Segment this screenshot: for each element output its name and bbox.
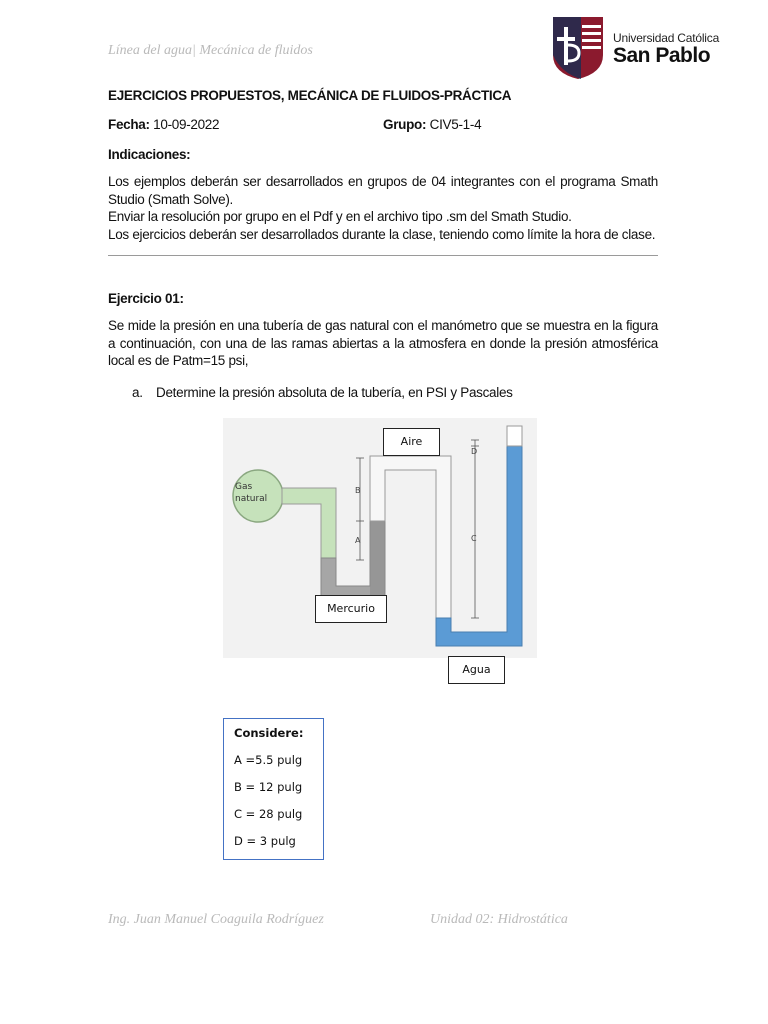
instruction-paragraph: Enviar la resolución por grupo en el Pdf y en el archivo tipo .sm del Smath Studio. <box>108 209 572 224</box>
label-agua: Agua <box>448 656 505 684</box>
dimension-d-label: D <box>471 447 478 456</box>
considere-item: D = 3 pulg <box>234 834 296 848</box>
university-shield-icon <box>551 15 605 81</box>
exercise-item-a <box>132 384 513 402</box>
date-value: 10-09-2022 <box>153 117 220 132</box>
mercury-right-leg <box>370 521 385 598</box>
considere-box <box>223 718 324 860</box>
considere-item: C = 28 pulg <box>234 807 303 821</box>
gas-label-line2: natural <box>235 494 268 504</box>
footer-unit: Unidad 02: Hidrostática <box>430 912 568 927</box>
exercise-statement: Se mide la presión en una tubería de gas natural con el manómetro que se muestra en la figura a continuación, con una de las ramas abiertas a la atmosfera en donde la presión atmosférica local es de Patm=15 psi, <box>108 318 658 368</box>
considere-item: B = 12 pulg <box>234 780 303 794</box>
footer-author: Ing. Juan Manuel Coaguila Rodríguez <box>108 912 324 927</box>
header-left-text: Línea del agua| Mecánica de fluidos <box>108 43 313 58</box>
considere-item: A =5.5 pulg <box>234 753 303 767</box>
university-logo <box>551 15 721 81</box>
section-divider <box>108 255 658 256</box>
gas-label-line1: Gas <box>235 482 253 492</box>
instructions-heading: Indicaciones: <box>108 147 191 162</box>
document-title: EJERCICIOS PROPUESTOS, MECÁNICA DE FLUIDOS-PRÁCTICA <box>108 88 512 103</box>
considere-title: Considere: <box>234 726 304 740</box>
group-line <box>383 116 481 134</box>
instruction-paragraph: Los ejemplos deberán ser desarrollados en grupos de 04 integrantes con el programa Smath Studio (Smath Solve). <box>108 174 658 207</box>
date-line <box>108 116 219 134</box>
label-mercurio: Mercurio <box>315 595 387 623</box>
open-tube-top <box>507 426 522 446</box>
instructions-body <box>108 173 658 243</box>
logo-university-line: Universidad Católica <box>613 31 720 45</box>
label-aire: Aire <box>383 428 440 456</box>
dimension-a-label: A <box>355 536 361 545</box>
group-value: CIV5-1-4 <box>429 117 482 132</box>
date-label: Fecha: <box>108 117 150 132</box>
item-marker: a. <box>132 385 143 400</box>
instruction-paragraph: Los ejercicios deberán ser desarrollados durante la clase, teniendo como límite la hora de clase. <box>108 226 656 242</box>
item-text: Determine la presión absoluta de la tubería, en PSI y Pascales <box>156 385 513 400</box>
exercise-title: Ejercicio 01: <box>108 291 184 306</box>
dimension-b-label: B <box>355 486 361 495</box>
group-label: Grupo: <box>383 117 427 132</box>
logo-san-pablo-line: San Pablo <box>613 44 711 67</box>
dimension-c-label: C <box>471 534 477 543</box>
